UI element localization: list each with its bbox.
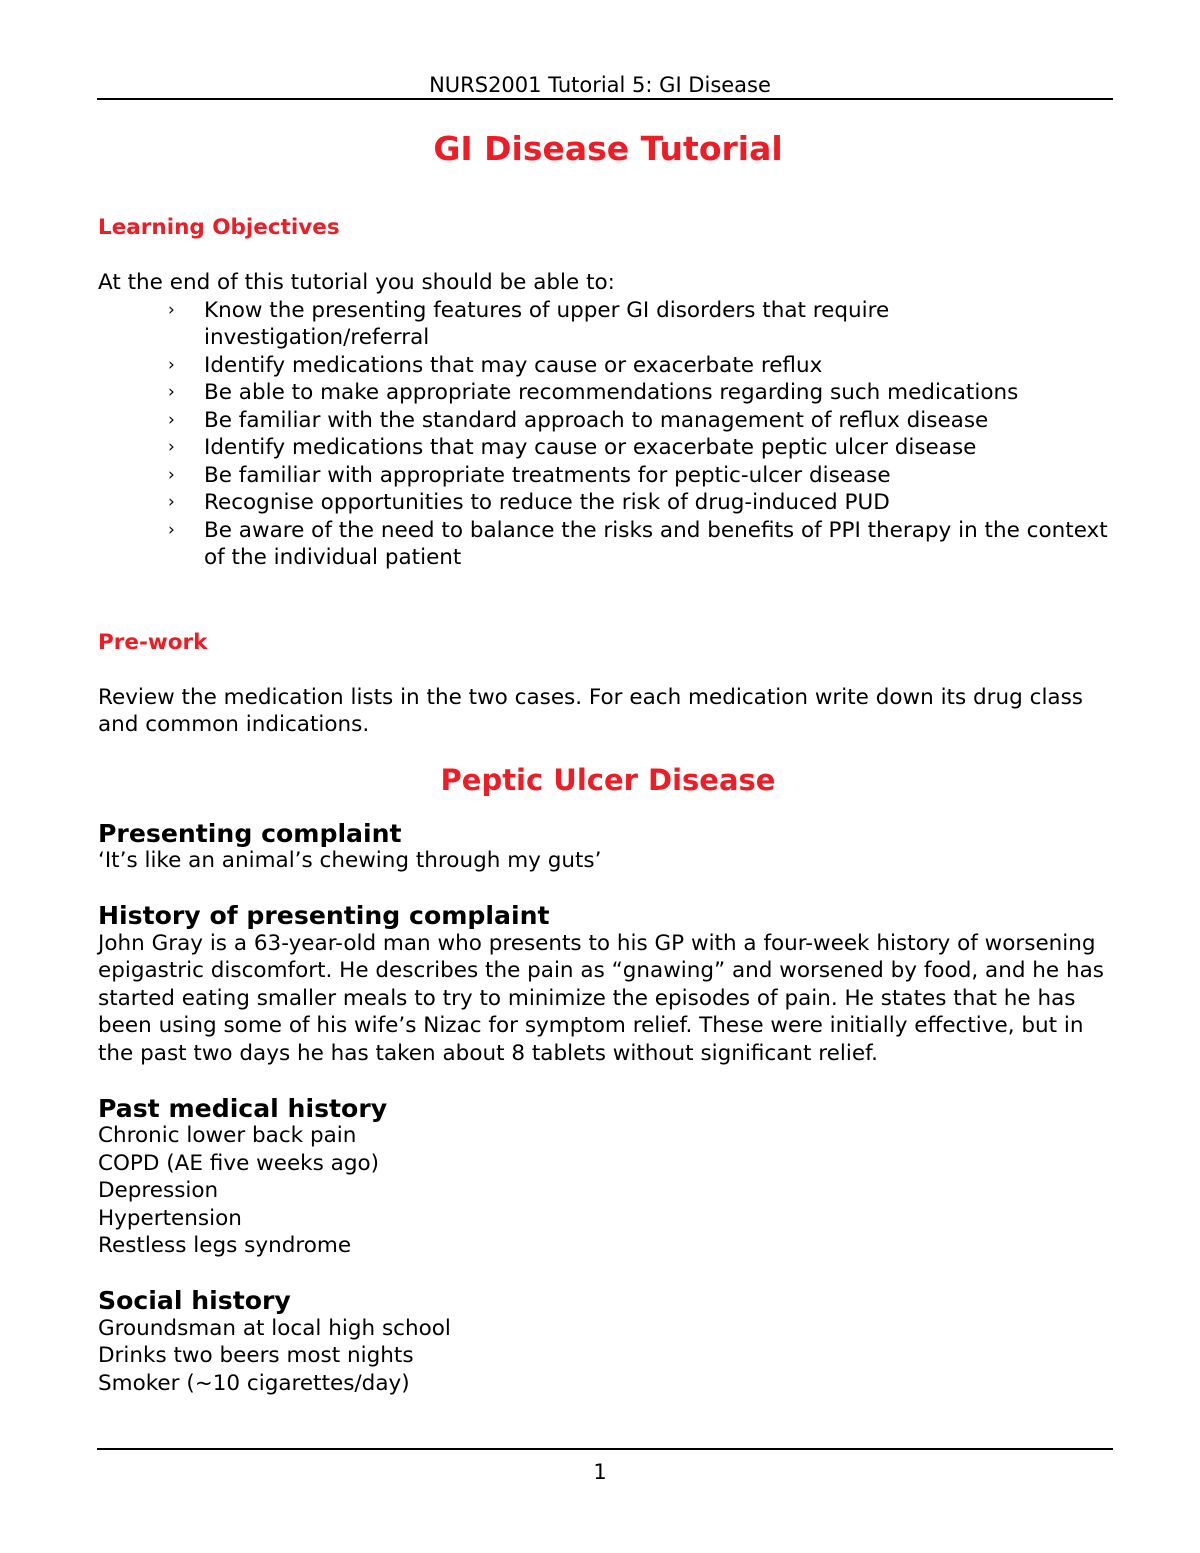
objective-text: Be familiar with appropriate treatments for peptic-ulcer disease — [204, 462, 891, 488]
list-item: Hypertension — [98, 1205, 242, 1231]
bullet-icon: › — [168, 464, 175, 485]
peptic-ulcer-title: Peptic Ulcer Disease — [440, 762, 776, 797]
presenting-complaint-text: ‘It’s like an animal’s chewing through my guts’ — [98, 848, 602, 873]
past-medical-history-list — [98, 1122, 1118, 1260]
past-medical-history-heading: Past medical history — [98, 1093, 388, 1123]
bullet-icon: › — [168, 492, 175, 512]
history-text: John Gray is a 63-year-old man who presents to his GP with a four-week history of worsening epigastric discomfort. He describes the pain as “gnawing” and worsened by food, and he has started eating smaller meals to try to minimize the episodes of pain. He states that he has been using some of his wife’s Nizac for symptom relief. These were initially effective, but in the past two days he has taken about 8 tablets without significant relief. — [98, 930, 1104, 1066]
header-rule — [97, 98, 1113, 100]
objective-text: Be aware of the need to balance the risks and benefits of PPI therapy in the context of the individual patient — [204, 517, 1108, 570]
objective-text: Identify medications that may cause or exacerbate peptic ulcer disease — [204, 435, 977, 460]
objective-text: Know the presenting features of upper GI disorders that require investigation/referral — [204, 297, 890, 350]
objective-item — [98, 407, 1118, 435]
objective-item — [98, 517, 1118, 572]
page-number: 1 — [593, 1460, 607, 1484]
list-item: Smoker (~10 cigarettes/day) — [98, 1370, 410, 1396]
objective-item — [98, 352, 1118, 380]
learning-objectives-heading: Learning Objectives — [98, 215, 340, 240]
running-header: NURS2001 Tutorial 5: GI Disease — [429, 73, 771, 97]
social-history-heading: Social history — [98, 1286, 291, 1315]
list-item: COPD (AE five weeks ago) — [98, 1150, 380, 1176]
objective-text: Recognise opportunities to reduce the risk of drug-induced PUD — [204, 490, 890, 515]
objective-item — [98, 462, 1118, 490]
objective-text: Identify medications that may cause or exacerbate reflux — [204, 352, 823, 378]
objectives-list — [98, 297, 1118, 572]
objective-text: Be able to make appropriate recommendations regarding such medications — [204, 380, 1019, 405]
objective-text: Be familiar with the standard approach to management of reflux disease — [204, 407, 989, 433]
objectives-intro: At the end of this tutorial you should be able to: — [98, 270, 615, 295]
document-body — [98, 128, 1118, 1397]
objective-item — [98, 434, 1118, 462]
document-title: GI Disease Tutorial — [433, 129, 783, 168]
bullet-icon: › — [168, 299, 175, 320]
list-item: Depression — [98, 1178, 219, 1203]
list-item: Groundsman at local high school — [98, 1315, 451, 1341]
bullet-icon: › — [168, 409, 175, 430]
objective-item — [98, 379, 1118, 407]
objective-item — [98, 297, 1118, 352]
pre-work-heading: Pre-work — [98, 629, 208, 655]
objective-item — [98, 489, 1118, 517]
history-heading: History of presenting complaint — [98, 901, 550, 930]
bullet-icon: › — [168, 437, 175, 457]
bullet-icon: › — [168, 354, 175, 375]
list-item: Drinks two beers most nights — [98, 1343, 414, 1368]
list-item: Restless legs syndrome — [98, 1233, 352, 1258]
social-history-list — [98, 1315, 1118, 1398]
pre-work-text: Review the medication lists in the two cases. For each medication write down its drug class and common indications. — [98, 684, 1083, 737]
bullet-icon: › — [168, 519, 175, 540]
footer-rule — [97, 1448, 1113, 1450]
list-item: Chronic lower back pain — [98, 1123, 357, 1148]
bullet-icon: › — [168, 382, 175, 402]
presenting-complaint-heading: Presenting complaint — [98, 818, 402, 848]
